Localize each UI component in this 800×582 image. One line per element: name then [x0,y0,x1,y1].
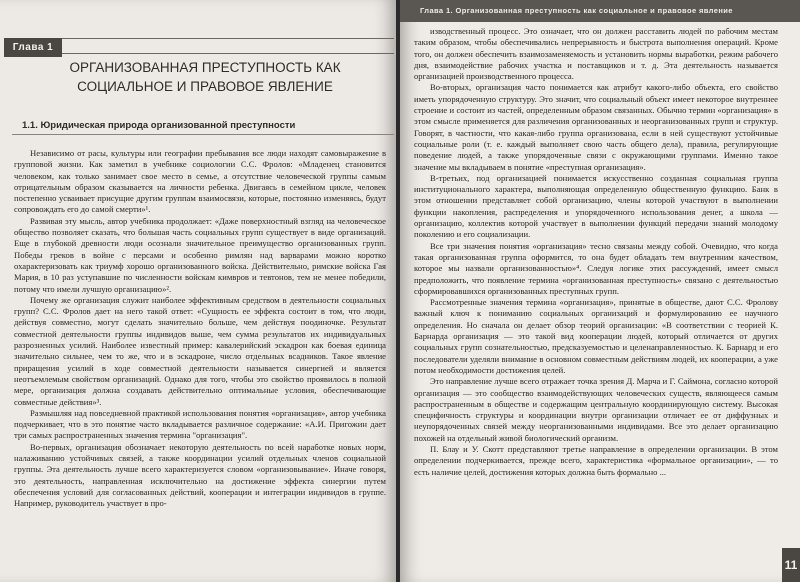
running-head [400,0,800,22]
paragraph: Во-вторых, организация часто понимается как атрибут какого-либо объекта, его свойство иметь упорядоченную структуру. Это значит, что социальный объект имеет некоторое внутреннее строение и состоит из частей, определенным образом связанных. Обычно термин «организация» в этом смысле применяется для различения организованных и неорганизованных групп и структур. Говорят, в частности, что какая-либо группа организована, если в ней существуют устойчивые социальные роли (т. е. каждый выполняет свою часть общего дела), правила, регулирующие поведение людей, а также упорядоченные связи с окружающими группами. Именно такое значение мы вкладываем в понятие «преступная организация». [414,82,778,172]
paragraph: Во-первых, организация обозначает некоторую деятельность по всей наработке новых норм, налаживанию устойчивых связей, а также координации усилий отдельных членов социальной группы. Эта деятельность лучше всего характеризуется словом «организовывание». Иначе говоря, это деятельность, направленная исключительно на достижение эффекта синергии путем обеспечения условий для согласованных действий, кооперации и интеграции индивидов в группе. Например, руководитель участвует в про- [14,441,386,509]
paragraph: В-третьих, под организацией понимается искусственно созданная социальная группа институционального характера, выполняющая определенную общественную функцию. Банк в этом отношении представляет собой организацию, члены которой участвуют в выполнении функции накопления, распределения и упорядоченного использования денег, а школа — организацию, коллектив которой участвует в выполнении функций передачи знаний молодому поколению и его социализации. [414,172,778,240]
chapter-label: Глава 1 [4,38,62,57]
right-page [400,0,800,582]
left-page [0,0,396,582]
paragraph: Независимо от расы, культуры или географии пребывания все люди находят самовыражение в групповой жизни. Как заметил в учебнике социологии С.С. Фролов: «Младенец становится человеком, как только занимает свое место в семье, а отсутствие человеческой группы самым отрицательным образом сказывается на личности ребенка. Двигаясь в семейном цикле, человек постепенно усваивает присущие другим группам взаимосвязи, которые, постоянно изменяясь, будут сопровождать его до самой смерти»¹. [14,148,386,215]
chapter-band [12,38,394,54]
right-body-text [414,26,778,578]
running-head-text: Глава 1. Организованная преступность как социальное и правовое явление [420,6,733,15]
page-number: 11 [782,548,800,582]
paragraph: Это направление лучше всего отражает точка зрения Д. Марча и Г. Саймона, согласно которой организация — это сообщество взаимодействующих человеческих существ, являющееся самым распространенным в обществе и содержащим центральную координирующую систему. Высокая специфичность структуры и координации внутри организации отличает ее от диффузных и неупорядоченных связей между неорганизованными индивидами. Все это делает организацию похожей на отдельный живой биологический организм. [414,376,778,443]
paragraph: П. Блау и У. Скотт представляют третье направление в определении организации. В этом определении подчеркивается, прежде всего, характеристика «формальное организации», — то есть наличие целей, достижения которых должна быть формально ... [414,443,778,477]
paragraph: Развивая эту мысль, автор учебника продолжает: «Даже поверхностный взгляд на человеческое общество позволяет сказать, что большая часть социальных групп существует в виде организаций. Еще в глубокой древности люди осознали значительное преимущество организованных групп. Победы греков в войне с персами и особенно римлян над варварами можно коротко охарактеризовать как триумф хорошо организованного войска. Действительно, римские войска Гая Мария, в 10 раз уступавшие по численности войскам кимвров и тевтонов, тем не менее победили, потому что имели лучшую организацию»². [14,215,386,294]
paragraph: Размышляя над повседневной практикой использования понятия «организация», автор учебника подчеркивает, что в это понятие часто вкладывается различное содержание: «А.И. Пригожин дает три самых распространенных значения термина "организация". [14,407,386,441]
section-title: 1.1. Юридическая природа организованной преступности [22,120,296,131]
paragraph: изводственный процесс. Это означает, что он должен расставить людей по рабочим местам таким образом, чтобы обеспечивались непрерывность и быстрота выполнения операций. Кроме того, он должен обеспечить взаимозаменяемость и установить нормы выработки, режим рабочего дня, взаимодействие рабочих участка и поставщиков и т. д. Эта деятельность называется организацией производственного процесса. [414,26,778,82]
paragraph: Все три значения понятия «организация» тесно связаны между собой. Очевидно, что когда такая организованная группа оформится, то она будет обладать тем внутренним качеством, которое мы назвали организованностью»⁴. Следуя логике этих рассуждений, имеет смысл предположить, что появление термина «организованная преступность» связано с деятельностью сформировавшихся организованных преступных групп. [414,240,778,296]
paragraph: Почему же организация служит наиболее эффективным средством в деятельности социальных групп? С.С. Фролов дает на него такой ответ: «Сущность ее эффекта состоит в том, что люди, действуя совместно, могут сделать значительно больше, чем действуя поодиночке. Результат совместной деятельности группы индивидов выше, чем сумма результатов их индивидуальных разрозненных усилий. Наиболее известный пример: кавалерийский эскадрон как боевая единица значительно сильнее, чем то же, что и в эскадроне, число отдельных всадников. Такое явление приращения усилий в ходе совместной деятельности называется синергией и является неотъемлемым свойством организаций. Однако для того, чтобы это свойство проявилось в полной мере, организация должна создавать действительно оптимальные условия, обеспечивающие совместные действия»³. [14,294,386,407]
paragraph: Рассмотренные значения термина «организация», принятые в обществе, дают С.С. Фролову важный ключ к пониманию социальных организаций и формулированию ее научного определения. Но сначала он делает обзор теорий организации: «В соответствии с теорией К. Барнарда организация — это такой вид кооперации людей, который отличается от других социальных групп сознательностью, предсказуемостью и целенаправленностью. К. Барнард и его последователи уделяли внимание в основном совместным действиям людей, их кооперации, а уже потом необходимости достижения целей. [414,297,778,375]
left-body-text [14,148,386,578]
chapter-title: ОРГАНИЗОВАННАЯ ПРЕСТУПНОСТЬ КАК СОЦИАЛЬНОЕ И ПРАВОВОЕ ЯВЛЕНИЕ [69,60,341,94]
section-divider [12,134,394,135]
